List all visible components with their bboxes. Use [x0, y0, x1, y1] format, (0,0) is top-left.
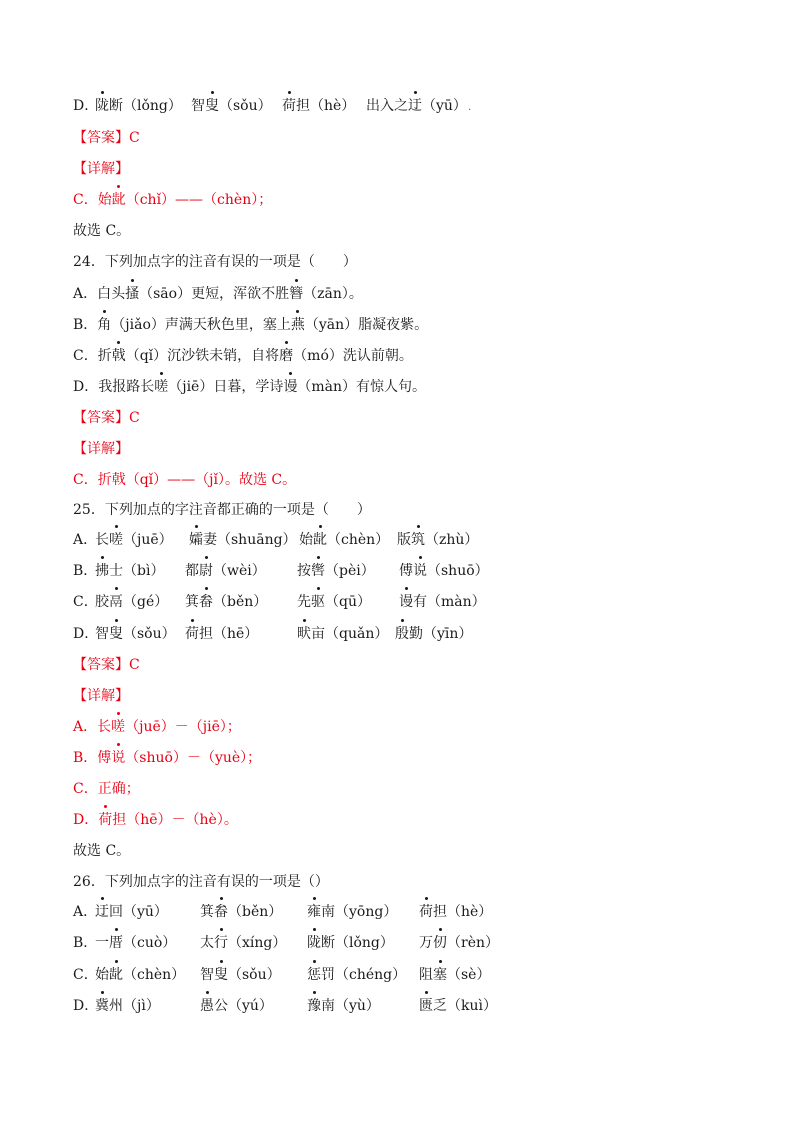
- q26-option-c: C． 始龀（chèn） 智叟（sǒu） 惩罚（chéng） 阻塞（sè）: [73, 967, 491, 983]
- option-item: 长嗟（juē）: [95, 532, 173, 548]
- option-item: 始龀（chèn）: [95, 967, 186, 983]
- emphasized-char: 磨: [279, 348, 294, 364]
- option-item: 荷担（hē）: [185, 626, 259, 642]
- emphasized-char: 嗟: [111, 719, 126, 735]
- conclusion: 故选 C。: [73, 223, 131, 239]
- option-item: 荷担（hè）: [282, 98, 356, 114]
- emphasized-char: 惩: [307, 967, 321, 983]
- option-item: 都尉（wèi）: [185, 563, 266, 579]
- detail-title: 【详解】: [73, 688, 129, 704]
- option-item: 胶鬲（gé）: [95, 594, 169, 610]
- q24-option-a: A．白头搔（sāo）更短，浑欲不胜簪（zān）。: [73, 286, 363, 302]
- emphasized-char: 迂: [95, 904, 109, 920]
- detail-line: C．折戟（qǐ）——（jǐ）。故选 C。: [73, 472, 297, 488]
- emphasized-char: 厝: [109, 935, 123, 951]
- option-item: 万仞（rèn）: [419, 935, 499, 951]
- q26-option-a: A． 迂回（yū） 箕畚（běn） 雍南（yōng） 荷担（hè）: [73, 904, 493, 920]
- emphasized-char: 筑: [411, 532, 425, 548]
- emphasized-char: 角: [97, 317, 112, 333]
- emphasized-char: 荷: [282, 98, 296, 114]
- emphasized-char: 辔: [311, 563, 325, 579]
- q25-stem: 25．下列加点的字注音都正确的一项是（ ）: [73, 502, 371, 518]
- emphasized-char: 叟: [205, 98, 219, 114]
- option-item: 豫南（yù）: [307, 998, 380, 1014]
- emphasized-char: 迂: [408, 98, 422, 114]
- detail-line: C．正确；: [73, 781, 140, 797]
- emphasized-char: 豫: [307, 998, 321, 1014]
- emphasized-char: 孀: [189, 532, 203, 548]
- option-item: 傅说（shuō）: [399, 563, 489, 579]
- option-item: 陇断（lǒng）: [95, 98, 182, 114]
- emphasized-char: 塞: [433, 967, 447, 983]
- emphasized-char: 陇: [307, 935, 321, 951]
- option-item: 太行（xíng）: [200, 935, 287, 951]
- option-item: 愚公（yú）: [200, 998, 273, 1014]
- option-item: 冀州（jì）: [95, 998, 160, 1014]
- q25-option-d: D． 智叟（sǒu） 荷担（hē） 畎亩（quǎn） 殷勤（yīn）: [73, 626, 473, 642]
- q23-option-d: D． 陇断（lǒng） 智叟（sǒu） 荷担（hè） 出入之迂（yū）.: [73, 96, 98, 116]
- option-item: 陇断（lǒng）: [307, 935, 394, 951]
- emphasized-char: 驱: [311, 594, 325, 610]
- emphasized-char: 畎: [297, 626, 311, 642]
- option-item: 匮乏（kuì）: [419, 998, 497, 1014]
- q25-option-c: C． 胶鬲（gé） 箕畚（běn） 先驱（qū） 谩有（màn）: [73, 594, 486, 610]
- option-item: 一厝（cuò）: [95, 935, 177, 951]
- emphasized-char: 谩: [399, 594, 413, 610]
- detail-title: 【详解】: [73, 441, 129, 457]
- q24-option-c: C．折戟（qǐ）沉沙铁未销，自将磨（mó）洗认前朝。: [73, 348, 413, 364]
- emphasized-char: 嗟: [109, 532, 123, 548]
- option-item: 荷担（hè）: [419, 904, 493, 920]
- emphasized-char: 畚: [214, 904, 228, 920]
- answer: 【答案】C: [73, 657, 140, 673]
- option-item: 出入之迂（yū）.: [366, 98, 472, 114]
- option-item: 殷勤（yīn）: [395, 626, 473, 642]
- option-item: 版筑（zhù）: [397, 532, 479, 548]
- q25-option-a: A． 长嗟（juē） 孀妻（shuāng） 始龀（chèn） 版筑（zhù）: [73, 532, 479, 548]
- option-item: 迂回（yū）: [95, 904, 168, 920]
- emphasized-char: 尉: [199, 563, 213, 579]
- emphasized-char: 行: [214, 935, 228, 951]
- q24-option-b: B．角（jiǎo）声满天秋色里，塞上燕（yān）脂凝夜紫。: [73, 317, 429, 333]
- option-item: 箕畚（běn）: [185, 594, 268, 610]
- option-item: 谩有（màn）: [399, 594, 486, 610]
- emphasized-char: 拂: [95, 563, 109, 579]
- detail-line: B．傅说（shuō）－（yuè）；: [73, 750, 262, 766]
- answer: 【答案】C: [73, 130, 140, 146]
- emphasized-char: 龀: [109, 967, 123, 983]
- option-item: 智叟（sǒu）: [95, 626, 176, 642]
- conclusion: 故选 C。: [73, 843, 131, 859]
- emphasized-char: 匮: [419, 998, 433, 1014]
- emphasized-char: 殷: [395, 626, 409, 642]
- emphasized-char: 冀: [95, 998, 109, 1014]
- emphasized-char: 鬲: [109, 594, 123, 610]
- emphasized-char: 畚: [199, 594, 213, 610]
- emphasized-char: 燕: [290, 317, 305, 333]
- emphasized-char: 荷: [98, 812, 113, 828]
- q25-option-b: B． 拂士（bì） 都尉（wèi） 按辔（pèi） 傅说（shuō）: [73, 563, 489, 579]
- detail-line: C．始龀（chǐ）——（chèn）；: [73, 192, 273, 208]
- q24-option-d: D．我报路长嗟（jiē）日暮，学诗谩（màn）有惊人句。: [73, 379, 426, 395]
- emphasized-char: 陇: [95, 98, 109, 114]
- emphasized-char: 叟: [214, 967, 228, 983]
- q26-option-d: D． 冀州（jì） 愚公（yú） 豫南（yù） 匮乏（kuì）: [73, 998, 497, 1014]
- option-item: 惩罚（chéng）: [307, 967, 407, 983]
- option-item: 先驱（qū）: [297, 594, 371, 610]
- option-item: 阻塞（sè）: [419, 967, 491, 983]
- emphasized-char: 龀: [111, 192, 126, 208]
- emphasized-char: 荷: [185, 626, 199, 642]
- answer: 【答案】C: [73, 410, 140, 426]
- emphasized-char: 龀: [313, 532, 327, 548]
- emphasized-char: 愚: [200, 998, 214, 1014]
- option-item: 智叟（sǒu）: [200, 967, 281, 983]
- emphasized-char: 戟: [111, 348, 126, 364]
- q26-stem: 26．下列加点字的注音有误的一项是（）: [73, 874, 329, 890]
- detail-line: D．荷担（hē）－（hè）。: [73, 812, 238, 828]
- emphasized-char: 仞: [433, 935, 447, 951]
- emphasized-char: 说: [111, 750, 126, 766]
- option-item: 雍南（yōng）: [307, 904, 398, 920]
- emphasized-char: 簪: [289, 286, 304, 302]
- option-item: 畎亩（quǎn）: [297, 626, 389, 642]
- option-item: 拂士（bì）: [95, 563, 165, 579]
- emphasized-char: 叟: [109, 626, 123, 642]
- q26-option-b: B． 一厝（cuò） 太行（xíng） 陇断（lǒng） 万仞（rèn）: [73, 935, 499, 951]
- emphasized-char: 雍: [307, 904, 321, 920]
- emphasized-char: 荷: [419, 904, 433, 920]
- option-item: 始龀（chèn）: [299, 532, 390, 548]
- emphasized-char: 搔: [125, 286, 140, 302]
- option-item: 按辔（pèi）: [297, 563, 375, 579]
- option-item: 箕畚（běn）: [200, 904, 283, 920]
- detail-line: A．长嗟（juē）－（jiē）；: [73, 719, 241, 735]
- detail-title: 【详解】: [73, 161, 129, 177]
- option-item: 智叟（sǒu）: [191, 98, 272, 114]
- emphasized-char: 嗟: [154, 379, 169, 395]
- emphasized-char: 说: [413, 563, 427, 579]
- option-item: 孀妻（shuāng）: [189, 532, 297, 548]
- q24-stem: 24．下列加点字的注音有误的一项是（ ）: [73, 254, 357, 270]
- emphasized-char: 谩: [283, 379, 298, 395]
